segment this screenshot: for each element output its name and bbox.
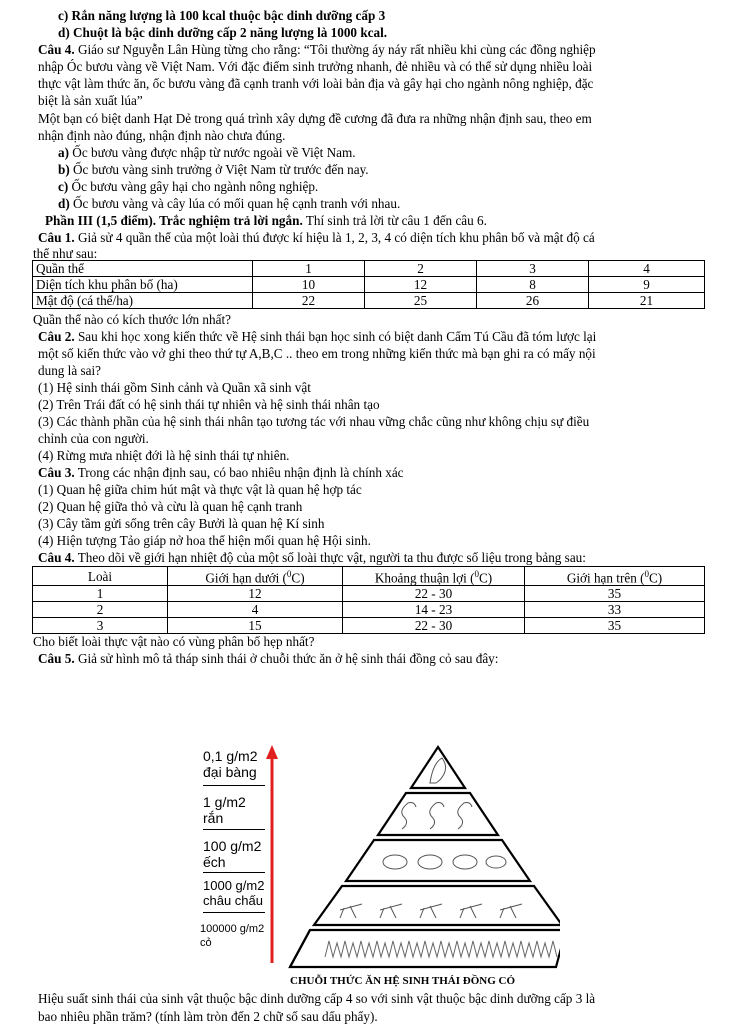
- figure-caption: CHUỖI THỨC ĂN HỆ SINH THÁI ĐỒNG CỎ: [290, 975, 516, 987]
- text-line: Quần thể nào có kích thước lớn nhất?: [33, 312, 231, 327]
- option-a: a) Ốc bươu vàng được nhập từ nước ngoài về Việt Nam.: [58, 145, 356, 160]
- pyramid-level-3: [346, 840, 530, 881]
- question-4-intro: Câu 4. Giáo sư Nguyễn Lân Hùng từng cho rằng: “Tôi thường áy náy rất nhiều khi cùng các đồng nghiệp: [38, 42, 596, 57]
- text-line: thực vật làm thức ăn, ốc bươu vàng đã cạnh tranh với loài bản địa và gây hại cho ngành nông nghiệp, đặc: [38, 76, 594, 91]
- text-line: (4) Hiện tượng Tảo giáp nở hoa thể hiện mối quan hệ Hội sinh.: [38, 533, 371, 548]
- question-2: Câu 2. Sau khi học xong kiến thức về Hệ sinh thái bạn học sinh có biệt danh Cẩm Tú Cầu đã tóm lược lại: [38, 329, 597, 344]
- population-table: [32, 260, 705, 309]
- text-line: một số kiến thức vào vở ghi theo thứ tự A,B,C .. theo em trong những kiến thức mà bạn ghi ra có mấy nội: [38, 346, 596, 361]
- divider: [203, 872, 265, 873]
- question-1: Câu 1. Giả sử 4 quần thể của một loài thú được kí hiệu là 1, 2, 3, 4 có diện tích khu phân bố và mật độ cá: [38, 230, 595, 245]
- table-row: Quần thể 1 2 3 4: [33, 261, 705, 277]
- text-line: nhập Óc bươu vàng về Việt Nam. Với đặc điểm sinh trưởng nhanh, đẻ nhiều và có thể sử dụng nhiều loài: [38, 59, 593, 74]
- divider: [203, 785, 265, 786]
- table-row: Diện tích khu phân bố (ha) 10 12 8 9: [33, 277, 705, 293]
- text-line: Một bạn có biệt danh Hạt Dẻ trong quá trình xây dựng đề cương đã đưa ra những nhận định sau, theo em: [38, 111, 592, 126]
- option-d: d) Ốc bươu vàng và cây lúa có mối quan hệ cạnh tranh với nhau.: [58, 196, 401, 211]
- table-row: 2 4 14 - 23 33: [33, 602, 705, 618]
- level-label-eagle: 0,1 g/m2 đại bàng: [203, 748, 258, 780]
- option-c: c) Ốc bươu vàng gây hại cho ngành nông nghiệp.: [58, 179, 319, 194]
- text-line: biệt là sản xuất lúa”: [38, 93, 143, 108]
- pyramid-level-1: [411, 747, 465, 788]
- text-line: thể như sau:: [33, 246, 98, 261]
- text-line: bao nhiêu phần trăm? (tính làm tròn đến 2 chữ số sau dấu phẩy).: [38, 1009, 378, 1024]
- arrow-head-icon: [266, 745, 278, 759]
- text-line: Cho biết loài thực vật nào có vùng phân bố hẹp nhất?: [33, 634, 315, 649]
- text-line: (3) Cây tầm gửi sống trên cây Bưởi là quan hệ Kí sinh: [38, 516, 325, 531]
- text-line: (2) Quan hệ giữa thỏ và cừu là quan hệ cạnh tranh: [38, 499, 303, 514]
- pyramid-level-5: [290, 930, 560, 967]
- text-line: Hiệu suất sinh thái của sinh vật thuộc bậc dinh dưỡng cấp 4 so với sinh vật thuộc bậc dinh dưỡng cấp 3 là: [38, 991, 596, 1006]
- option-b: b) Ốc bươu vàng sinh trưởng ở Việt Nam từ trước đến nay.: [58, 162, 369, 177]
- pyramid-level-4: [314, 886, 560, 925]
- text-line: (2) Trên Trái đất có hệ sinh thái tự nhiên và hệ sinh thái nhân tạo: [38, 397, 380, 412]
- question-5: Câu 5. Giả sử hình mô tả tháp sinh thái ở chuỗi thức ăn ở hệ sinh thái đồng cỏ sau đây:: [38, 651, 499, 666]
- question-3: Câu 3. Trong các nhận định sau, có bao nhiêu nhận định là chính xác: [38, 465, 404, 480]
- table-row: 3 15 22 - 30 35: [33, 618, 705, 634]
- text-line: chỉnh của con người.: [38, 431, 149, 446]
- text-line: d) Chuột là bậc dinh dưỡng cấp 2 năng lượng là 1000 kcal.: [58, 25, 388, 40]
- temperature-table: [32, 566, 705, 634]
- table-row: Mật độ (cá thể/ha) 22 25 26 21: [33, 293, 705, 309]
- text-line: (4) Rừng mưa nhiệt đới là hệ sinh thái tự nhiên.: [38, 448, 290, 463]
- divider: [203, 829, 265, 830]
- pyramid-level-2: [378, 793, 498, 835]
- question-4-temp: Câu 4. Theo dõi về giới hạn nhiệt độ của một số loài thực vật, người ta thu được số liệu trong bảng sau:: [38, 550, 586, 565]
- section-title: Phần III (1,5 điểm). Trắc nghiệm trả lời ngắn. Thí sinh trả lời từ câu 1 đến câu 6.: [45, 213, 487, 228]
- text-line: (1) Quan hệ giữa chim hút mật và thực vật là quan hệ hợp tác: [38, 482, 362, 497]
- table-header-row: Loài Giới hạn dưới ($^0$C) Khoảng thuận lợi ($^0$C) Giới hạn trên ($^0$C): [33, 567, 705, 586]
- level-label-grass: 100000 g/m2 cỏ: [200, 923, 265, 949]
- table-row: 1 12 22 - 30 35: [33, 586, 705, 602]
- text-line: nhận định nào đúng, nhận định nào chưa đúng.: [38, 128, 286, 143]
- text-line: dung là sai?: [38, 363, 101, 378]
- text-line: c) Rắn năng lượng là 100 kcal thuộc bậc dinh dưỡng cấp 3: [58, 8, 386, 23]
- level-label-grasshopper: 1000 g/m2 châu chấu: [203, 878, 265, 908]
- divider: [203, 912, 265, 913]
- text-line: (3) Các thành phần của hệ sinh thái nhân tạo tương tác với nhau vững chắc cũng như không chịu sự điều: [38, 414, 590, 429]
- level-label-snake: 1 g/m2 rắn: [203, 794, 246, 826]
- text-line: (1) Hệ sinh thái gồm Sinh cảnh và Quần xã sinh vật: [38, 380, 311, 395]
- level-label-frog: 100 g/m2 ếch: [203, 838, 262, 870]
